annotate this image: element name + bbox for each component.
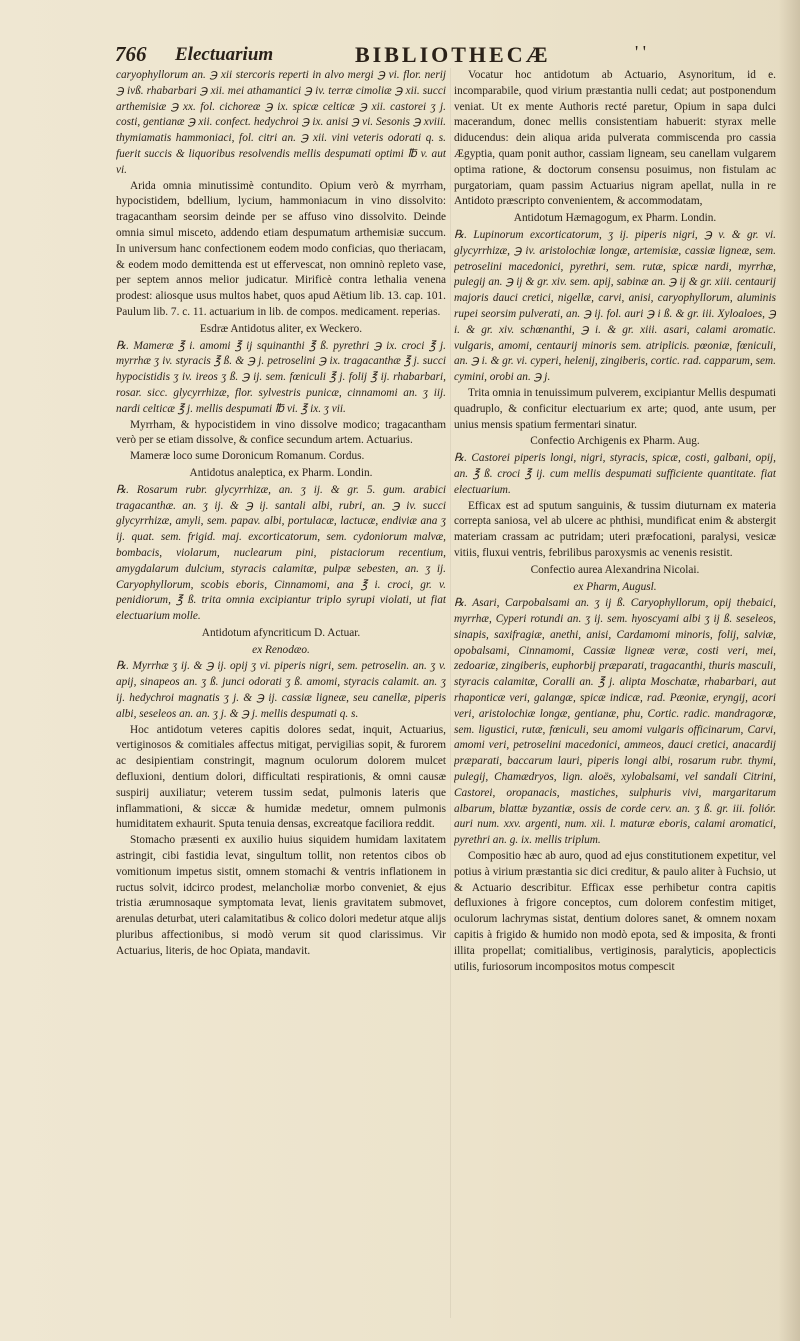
recipe-paragraph: ℞. Lupinorum excorticatorum, ʒ ij. piperis nigri, ℈ v. & gr. vi. glycyrrhizæ, ℈ iv. aristolochiæ longæ, artemisiæ, cassiæ ligneæ, sem. petroselini macedonici, pyrethri, sem. rutæ, spicæ nardi, myrrhæ, pulegij an. ℈ ij & gr. xiv. sem. apij, sabinæ an. ℈ ij & gr. xiii. centaurij majoris dauci cretici, nigellæ, carvi, anisi, caryophyllorum, aluminis rupei seorsim pulverati, an. ℈ ij. fol. auri ℈ i ß. & gr. iii. Xyloaloes, ℈ i. & gr. xiv. schœnanthi, ℈ i. & gr. xiii. asari, calami aromatic. vulgaris, amomi, centaurij minoris sem. atriplicis. pœoniæ, fœniculi, an. ℈ i. & gr. vi. cyperi, helenij, zingiberis, cortic. rad. capparum, sem. cymini, orobi an. ℈ j.	[454, 228, 776, 384]
section-title: Electuarium	[175, 44, 274, 65]
page-header	[115, 40, 765, 70]
text-paragraph: Hoc antidotum veteres capitis dolores sedat, inquit, Actuarius, vertiginosos & comitiales affectus mitigat, pervigilias sopit, & furorem ac desipientiam constringit, magnum oculorum dolorem mulcet defluxioni, dentium dolori, difficultati respirationis, & omni causæ suspirij auxiliatur; veterem tussim sedat, pulmonis lateris que inflammationi, & siccæ & humidæ medetur, omnem pulmonis humiditatem exhaurit. Sputa tenuia densas, excreatque faciliora reddit.	[116, 723, 446, 831]
recipe-paragraph: ℞. Rosarum rubr. glycyrrhizæ, an. ʒ ij. & gr. 5. gum. arabici tragacanthæ. an. ʒ ij. & ℈ ij. santali albi, rubri, an. ℈ iv. succi glycyrrhizæ, amyli, sem. papav. albi, portulacæ, lactucæ, endiviæ ana ʒ ij. quat. sem. frigid. maj. excorticatorum, sem. cydoniorum malvæ, bombacis, violarum, nuclearum pini, pistaciorum recentium, amygdalarum dulcium, styracis calamitæ, pulpæ sebesten, an. ʒ ij. Caryophyllorum, scobis eboris, Cinnamomi, ana ℥ i. croci, gr. v. penidiorum, ℥ ß. trita omnia excipiantur triplo syrupi violati, ut fiat electuarium molle.	[116, 483, 446, 623]
page-number: 766	[115, 42, 147, 66]
recipe-heading: ex Renodæo.	[252, 643, 310, 656]
text-paragraph: Trita omnia in tenuissimum pulverem, excipiantur Mellis despumati quadruplo, & conficitur electuarium ex arte; quod, ante usum, per unius mensis spatium fermentari sinatur.	[454, 386, 776, 431]
page-edge-shadow	[778, 0, 800, 1341]
recipe-heading: Antidotum afyncriticum D. Actuar.	[201, 626, 361, 639]
column-gutter	[450, 68, 451, 1318]
text-paragraph: Efficax est ad sputum sanguinis, & tussim diuturnam ex materia correpta saniosa, vel ab ulcere ac phthisi, mundificat enim & abstergit materiam crassam ac putridam; uteri præfocationi, paralysi, vesicæ vitiis, fluxui ventris, febrilibus paroxysmis ac venenis resistit.	[454, 499, 776, 559]
recipe-paragraph: ℞. Myrrhæ ʒ ij. & ℈ ij. opij ʒ vi. piperis nigri, sem. petroselin. an. ʒ v. apij, sinapeos an. ʒ ß. junci odorati ʒ ß. amomi, styracis calamit. an. ʒ ij. hedychroi magnatis ʒ j. & ℈ ij. cassiæ ligneæ, seu canellæ, piperis albi, seseleos an. an. ʒ j. & ℈ j. mellis despumati q. s.	[116, 660, 446, 720]
recipe-heading: Esdræ Antidotus aliter, ex Weckero.	[199, 322, 363, 335]
left-column	[116, 68, 446, 1318]
recipe-heading: Antidotus analeptica, ex Pharm. Londin.	[189, 466, 373, 479]
recipe-paragraph: caryophyllorum an. ℈ xii stercoris reperti in alvo mergi ℈ vi. flor. nerij ℈ ivß. rhabarbari ℈ xii. mei athamantici ℈ iv. terræ cimoliæ ℈ xii. succi arthemisiæ ℈ xx. fol. cichoreæ ℈ ix. spicæ celticæ ℈ xii. castorei ʒ j. costi, gentianæ ℈ xii. confect. hedychroi ℈ ix. anisi ℈ vi. Sesonis ℈ xviii. thymiamatis hammoniaci, fol. citri an. ℈ xii. vini veteris odorati q. s. fuerit succis & liquoribus resolvendis mellis despumati optimi ℔ v. aut vi.	[116, 69, 446, 176]
recipe-paragraph: ℞. Mameræ ℥ i. amomi ℥ ij squinanthi ℥ ß. pyrethri ℈ ix. croci ℥ j. myrrhæ ʒ iv. styracis ℥ ß. & ℈ j. petroselini ℈ ix. tragacanthæ ℥ j. succi hypocistidis ʒ iv. ireos ʒ ß. ℈ ij. sem. fœniculi ℥ j. folij ℥ ij. rhabarbari, rosar. sicc. glycyrrhizæ, flor. sylvestris punicæ, cinnamomi an. ʒ iij. nardi celticæ ℥ j. mellis despumati ℔ vi. ℥ ix. ʒ vii.	[116, 339, 446, 415]
recipe-heading: Antidotum Hæmagogum, ex Pharm. Londin.	[513, 212, 717, 225]
text-paragraph: Mameræ loco sume Doronicum Romanum. Cordus.	[130, 450, 365, 463]
text-paragraph: Myrrham, & hypocistidem in vino dissolve modico; tragacantham verò per se etiam dissolve, & confice secundum artem. Actuarius.	[116, 418, 446, 447]
recipe-paragraph: ℞. Asari, Carpobalsami an. ʒ ij ß. Caryophyllorum, opij thebaici, myrrhæ, Cyperi rotundi an. ʒ ij. sem. hyoscyami albi ʒ ij ß. seseleos, sinapis, saxifragiæ, anethi, anisi, Cardamomi minoris, folij, salviæ, opobalsami, Cinnamomi, Cassiæ ligneæ veræ, costi veri, mei, zedoariæ, zingiberis, euphorbij præparati, tragacanthi, thuris masculi, styracis calamitæ, Coralli an. ℥ j. alipta Moschatæ, rhabarbari, aut rhaponticæ veri, galangæ, spicæ indicæ, rad. Pæoniæ, eryngij, acori veri, aristolochiæ longæ, gentianæ, phu, Cortic. radic. mandragoræ, sem. ligustici, rutæ, fœniculi, seu amomi vulgaris officinarum, Carvi, amomi veri, petroselini macedonici, ammeos, dauci cretici, anacardij præparati, baccarum lauri, piperis longi albi, rosarum rubr. thymi, pulegij, Chamædryos, lign. aloës, xylobalsami, vel sandali Citrini, Castorei, oropanacis, mastiches, sulphuris vivi, margaritarum albarum, blattæ byzantiæ, ossis de corde cerv. an. ʒ ß. gr. iii. foliór. auri num. xxv. argenti, num. xii. l. maturæ eboris, calami aromatici, pyrethri an. g. ix. mellis triplum.	[454, 597, 776, 847]
text-paragraph: Vocatur hoc antidotum ab Actuario, Asynoritum, id e. incomparabile, quod virium præstantia nulli cedat; aut postponendum veniat. Ut ex mente Authoris recté paretur, Opium in sapa dulci macerandum, donec mellis consistentiam habuerit: styrax melle diducendus: dein aliqua arida pulverata commiscenda pro cassia Ægyptia, quam ponit author, cassiam ligneam, seu canellam vulgarem optima ratione, & doctorum consensu posuimus, non fistulam ac purgatoriam, quam passim Actuarius nigram apellat, nulla in re Antidoto præscripto convenientem, & accommodatam,	[454, 69, 776, 208]
page-mark: ' '	[635, 42, 646, 62]
text-paragraph: Arida omnia minutissimè contundito. Opium verò & myrrham, hypocistidem, bdellium, lycium, hammoniacum in vino dissolvito: tragacantham seorsim deinde per se affuso vino dissolvito. Deinde omnia simul misceto, addendo etiam despumatum arthemisiæ succum. In universum hanc confectionem eodem modo conficias, quo theriacam, & eodem modo demittenda est ut effervescat, non omninò repleto vase, per septem annos melior judicatur. Mirificè contra lethalia venena prodest: aliosque usus multos habet, quos apud Aëtium lib. 13. cap. 101. Paulum lib. 7. c. 11. actuarium in lib. de compos. medicament. reperias.	[116, 179, 446, 318]
right-column	[454, 68, 776, 1318]
recipe-heading: Confectio Archigenis ex Pharm. Aug.	[530, 435, 700, 448]
recipe-heading: Confectio aurea Alexandrina Nicolai.	[530, 563, 700, 576]
running-head: BIBLIOTHECÆ	[355, 42, 551, 67]
recipe-heading: ex Pharm, Augusl.	[573, 580, 657, 593]
text-paragraph: Stomacho præsenti ex auxilio huius siquidem humidam laxitatem astringit, cibi fastidia levat, singultum tollit, non retentos cibos ob vomitionum impetus sistit, omnem stomachi & ventris inflationem in ructus solvit, idcirco prodest, melancholiæ morbo conveniet, & ejus tristia ærumnosaque symptomata levat, lienis gravitatem submovet, arenulas deturbat, uteri calamitatibus & colico dolori medetur atque alijs pluribus affectionibus, si modò verum sit quod clarissimus. Vir Actuarius, literis, de hoc Opiata, mandavit.	[116, 834, 446, 957]
recipe-paragraph: ℞. Castorei piperis longi, nigri, styracis, spicæ, costi, galbani, opij, an. ℥ ß. croci ℥ ij. cum mellis despumati sufficiente quantitate. fiat electuarium.	[454, 452, 776, 496]
text-paragraph: Compositio hæc ab auro, quod ad ejus constitutionem expetitur, vel potius à virium præstantia sic dici creditur, & paulo aliter à Fuchsio, ut & Actuario describitur. Efficax esse perhibetur contra capitis defluxiones à frigore conceptos, cum dolorem confestim mitiget, oculorum lachrymas sistat, dentium dolores sanet, & omnem noxam capitis à frigido & humido non modò epota, sed & imposita, & fronti illita propellat; comitialibus, vertiginosis, paralyticis, apoplecticis utilis, furiosorum incompositos motus compescit	[454, 850, 776, 973]
